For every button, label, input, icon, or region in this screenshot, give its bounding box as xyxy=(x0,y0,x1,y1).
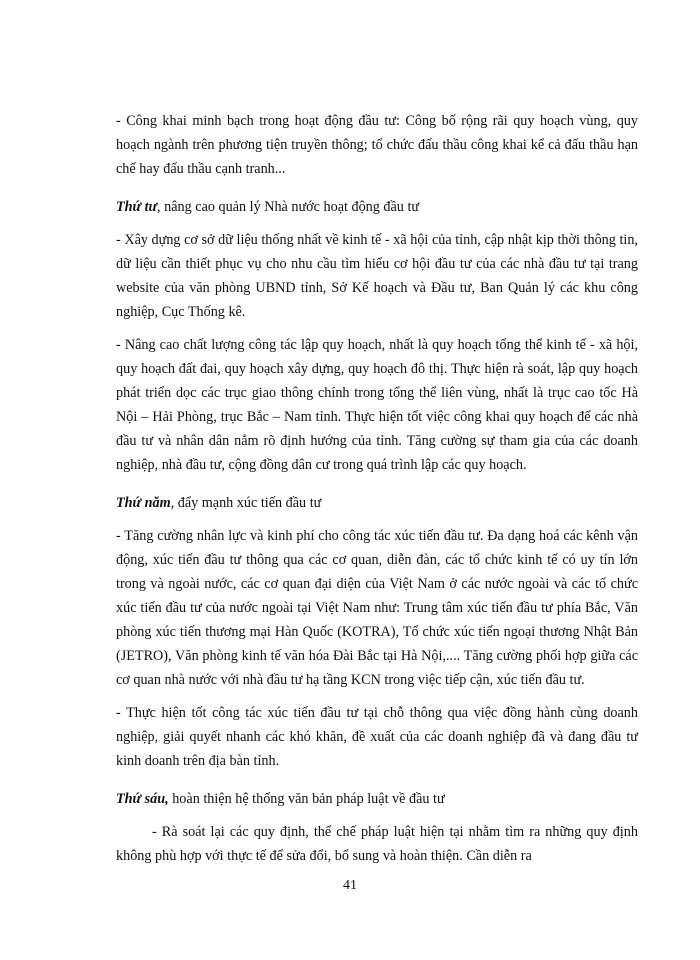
paragraph-public-transparency: - Công khai minh bạch trong hoạt động đầu tư: Công bố rộng rãi quy hoạch vùng, quy hoạch ngành trên phương tiện truyền thông; tổ chức đấu thầu công khai kể cả đấu thầu hạn chế hay đấu thầu cạnh tranh... xyxy=(116,113,638,177)
paragraph-onsite-promotion: - Thực hiện tốt công tác xúc tiến đầu tư tại chỗ thông qua việc đồng hành cùng doanh nghiệp, giải quyết nhanh các khó khăn, đề xuất của các doanh nghiệp đã và đang đầu tư kinh doanh trên địa bàn tỉnh. xyxy=(116,705,638,769)
page-number: 41 xyxy=(343,878,357,893)
paragraph-planning: - Nâng cao chất lượng công tác lập quy hoạch, nhất là quy hoạch tổng thể kinh tế - xã hội, quy hoạch đất đai, quy hoạch xây dựng, quy hoạch đô thị. Thực hiện rà soát, lập quy hoạch phát triển dọc các trục giao thông chính trong tổng thể liên vùng, nhất là trục cao tốc Hà Nội – Hải Phòng, trục Bắc – Nam tỉnh. Thực hiện tốt việc công khai quy hoạch để các nhà đầu tư và nhân dân nắm rõ định hướng của tỉnh. Tăng cường sự tham gia của các doanh nghiệp, nhà đầu tư, cộng đồng dân cư trong quá trình lập các quy hoạch. xyxy=(116,337,638,473)
paragraph-promotion-resources: - Tăng cường nhân lực và kinh phí cho công tác xúc tiến đầu tư. Đa dạng hoá các kênh vận động, xúc tiến đầu tư thông qua các cơ quan, diễn đàn, các tổ chức kinh tế có uy tín lớn trong và ngoài nước, các cơ quan đại diện của Việt Nam ở các nước ngoài và các tổ chức xúc tiến đầu tư của nước ngoài tại Việt Nam như: Trung tâm xúc tiến đầu tư phía Bắc, Văn phòng xúc tiến thương mại Hàn Quốc (KOTRA), Tổ chức xúc tiến ngoại thương Nhật Bản (JETRO), Văn phòng kinh tế văn hóa Đài Bắc tại Hà Nội,.... Tăng cường phối hợp giữa các cơ quan nhà nước với nhà đầu tư hạ tầng KCN trong việc tiếp cận, xúc tiến đầu tư. xyxy=(116,528,638,688)
paragraph-legal-review: - Rà soát lại các quy định, thể chế pháp luật hiện tại nhằm tìm ra những quy định không phù hợp với thực tế để sửa đổi, bổ sung và hoàn thiện. Cần diễn ra xyxy=(116,824,638,864)
heading-fifth-lead: Thứ năm xyxy=(116,495,171,511)
heading-sixth-lead: Thứ sáu, xyxy=(116,791,169,807)
heading-fifth xyxy=(116,491,638,515)
heading-sixth xyxy=(116,787,638,811)
heading-fourth-lead: Thứ tư xyxy=(116,199,158,215)
paragraph-database: - Xây dựng cơ sở dữ liệu thống nhất về kinh tế - xã hội của tỉnh, cập nhật kịp thời thông tin, dữ liệu cần thiết phục vụ cho nhu cầu tìm hiểu cơ hội đầu tư của các nhà đầu tư tại trang website của văn phòng UBND tỉnh, Sở Kế hoạch và Đầu tư, Ban Quản lý các khu công nghiệp, Cục Thống kê. xyxy=(116,232,638,320)
heading-sixth-text: hoàn thiện hệ thống văn bản pháp luật về đầu tư xyxy=(168,791,445,807)
heading-fifth-text: , đẩy mạnh xúc tiến đầu tư xyxy=(170,495,322,511)
heading-fourth xyxy=(116,195,638,219)
heading-fourth-text: , nâng cao quản lý Nhà nước hoạt động đầu tư xyxy=(157,199,420,215)
